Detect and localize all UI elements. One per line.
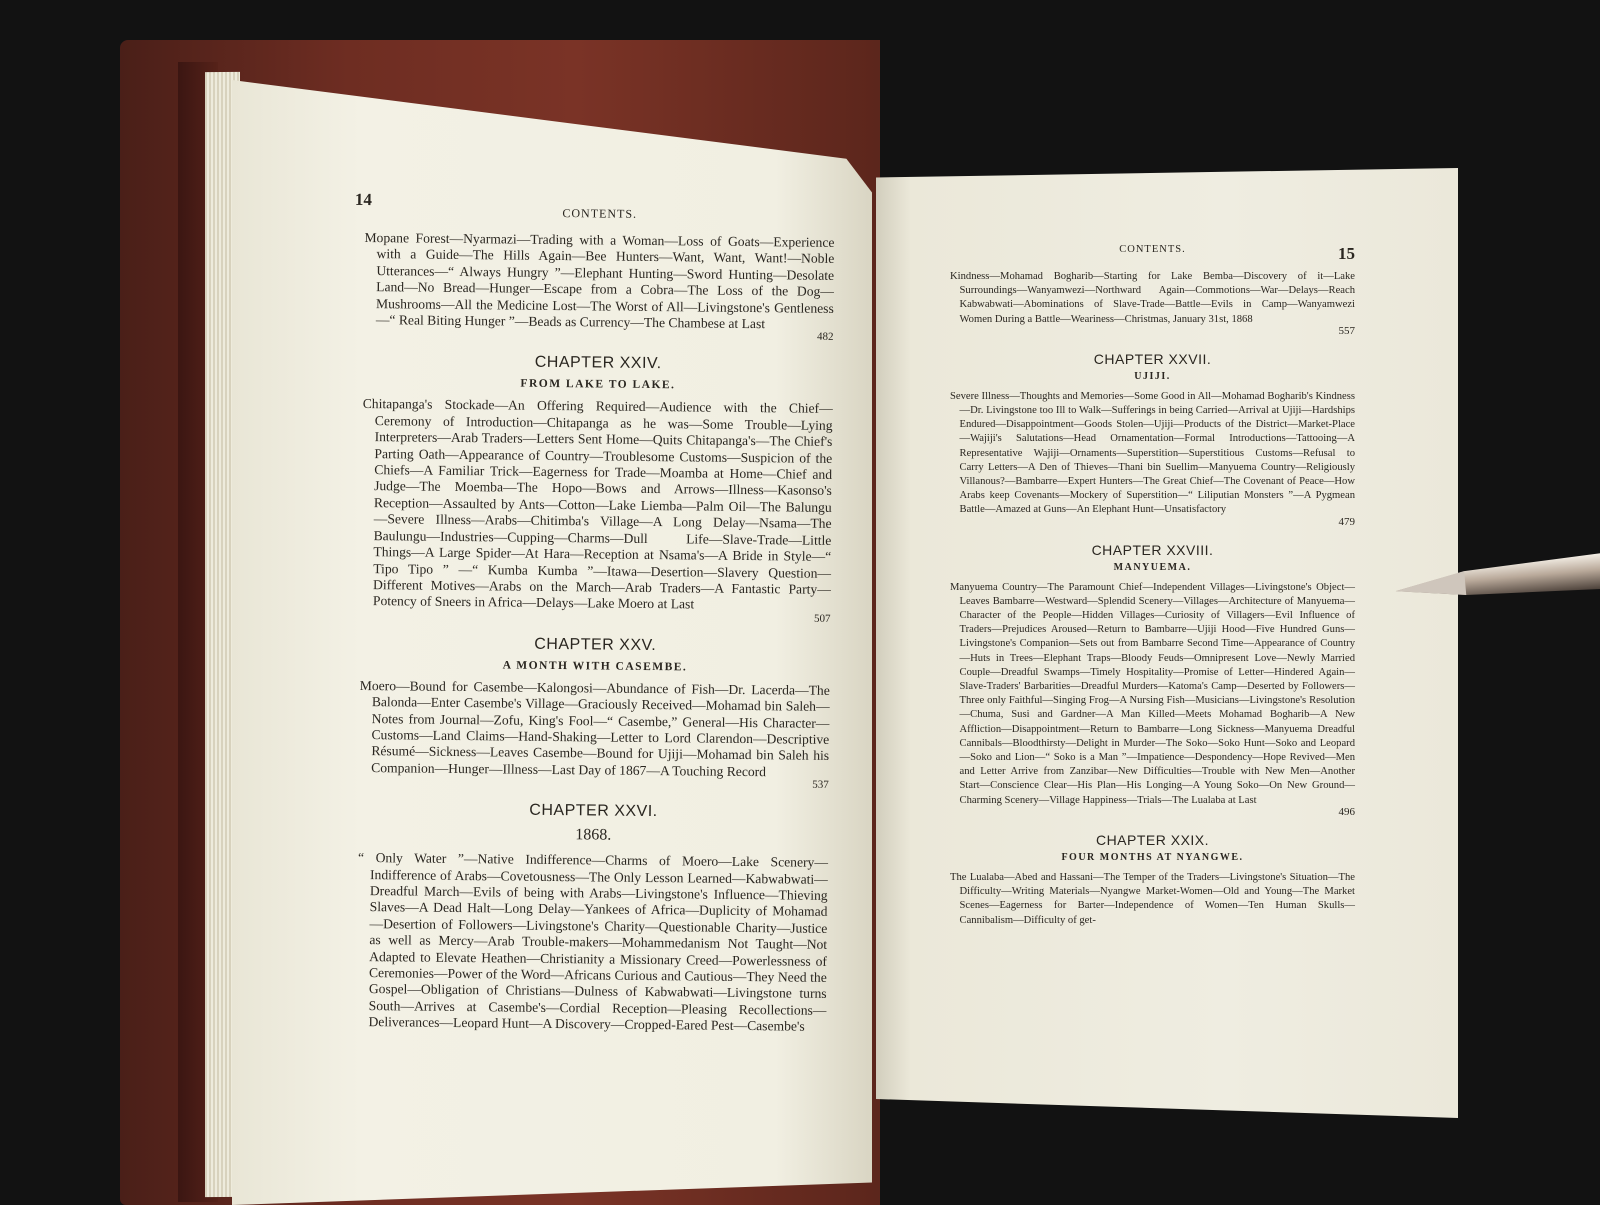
page-number: 14 [354,189,372,210]
chapter-year: 1868. [575,826,612,844]
chapter-heading: CHAPTER XXV. [534,635,657,654]
right-page-text [950,240,1355,928]
chapter-heading: CHAPTER XXIX. [1095,831,1210,848]
page-reference: 557 [1338,324,1355,337]
page-reference: 479 [1338,515,1355,528]
contents-entry: Chitapanga's Stockade—An Offering Required—Audience with the Chief—Ceremony of Introduction—Chitapanga as he was—Some Trouble—Lying Interpreters—Arab Traders—Letters Sent Home—Quits Chitapanga's—The Chief's Parting Oath—Appearance of Country—Troublesome Customs—Suspicion of the Chiefs—A Familiar Trick—Eagerness for Trade—Moamba at Home—Chief and Judge—The Moemba—The Hopo—Bows and Arrows—Illness—Kasonso's Reception—Assaulted by Ants—Cotton—Lake Liemba—Palm Oil—The Balungu—Severe Illness—Arabs—Chitimba's Village—A Long Delay—Nsama—The Baulungu—Industries—Cupping—Charms—Dull Life—Slave-Trade—Little Things—A Large Spider—At Hara—Reception at Nsama's—A Bride in Style—“ Tipo Tipo ” —“ Kumba Kumba ”—Itawa—Desertion—Slavery Question—Different Motives—Arabs on the March—Arab Traders—A Fantastic Party—Potency of Sneers in Africa—Delays—Lake Moero at Last [362,396,833,612]
contents-entry: Moero—Bound for Casembe—Kalongosi—Abundance of Fish—Dr. Lacerda—The Balonda—Enter Casembe's Village—Graciously Received—Mohamad bin Saleh—Notes from Journal—Zofu, King's Fool—“ Casembe,” General—His Character—Customs—Land Claims—Hand-Shaking—Letter to Lord Clarendon—Descriptive Résumé—Sickness—Leaves Casembe—Bound for Ujiji—Mohamad bin Saleh his Companion—Hunger—Illness—Last Day of 1867—A Touching Record [359,677,830,779]
contents-entry: Kindness—Mohamad Bogharib—Starting for Lake Bemba—Discovery of it—Lake Surroundings—Wanyamwezi—Northward Again—Commotions—War—Delays—Reach Kabwabwati—Abominations of Slave-Trade—Battle—Evils in Camp—Wanyamwezi Women During a Battle—Weariness—Christmas, January 31st, 1868 [950,271,1355,325]
contents-entry: Severe Illness—Thoughts and Memories—Some Good in All—Mohamad Bogharib's Kindness—Dr. Livingstone too Ill to Walk—Sufferings in being Carried—Arrival at Ujiji—Hardships Endured—Disappointment—Goods Stolen—Ujiji—Products of the District—Market-Place—Wajiji's Salutations—Head Ornamentation—Formal Introductions—Tattooing—A Representative Wajiji—Ornaments—Superstition—Superstitious Customs—Refusal to Carry Letters—A Den of Thieves—Thani bin Suellim—Manyuema Country—Religiously Villanous?—Bambarre—Expert Hunters—The Great Chief—The Covenant of Peace—How Arabs keep Covenants—Mockery of Superstition—“ Liliputian Monsters ”—A Pygmean Battle—Amazed at Guns—An Elephant Hunt—Unsatisfactory [950,390,1355,516]
page-reference: 537 [812,778,829,792]
running-head: CONTENTS. [562,206,638,221]
chapter-heading: CHAPTER XXVIII. [1091,541,1214,558]
chapter-subtitle: FROM LAKE TO LAKE. [520,378,676,392]
page-reference: 482 [816,331,834,344]
page-reference: 507 [813,612,831,625]
left-page-text [356,190,835,1036]
contents-entry: Manyuema Country—The Paramount Chief—Independent Villages—Livingstone's Object—Leaves Bambarre—Westward—Splendid Scenery—Villages—Architecture of Manyuema—Character of the People—Hidden Villages—Curiosity of Villagers—Evil Influence of Traders—Prejudices Aroused—Return to Bambarre—Ujiji Hood—Five Hundred Guns—Livingstone's Companion—Sets out from Bambarre Second Time—Appearance of Country—Huts in Trees—Elephant Traps—Bloody Feuds—Omnipresent Love—Newly Married Couple—Dreadful Swamps—Timely Hospitality—Promise of Letter—Hindered Again—Slave-Traders' Barbarities—Dreadful Murders—Katoma's Camp—Deserted by Followers—Three only Faithful—Singing Frog—A Nursing Fish—Musicians—Livingstone's Resolution—Chuma, Susi and Gardner—A Man Killed—Meets Mohamad Bogharib—A New Affliction—Disappointment—Return to Bambarre—Long Sickness—Manyuema Dreadful Cannibals—Bloodthirsty—Delight in Murder—The Soko—Soko Hunt—Soko and Leopard—Soko and Lion—“ Soko is a Man ”—Impatience—Despondency—Hope Revived—Men and Letter Arrive from Zanzibar—New Difficulties—Trouble with New Men—Another Start—Conscience Clear—His Plan—His Longing—A Young Soko—On New Ground—Charming Scenery—Village Happiness—Trials—The Lualaba at Last [950,581,1355,806]
contents-entry: The Lualaba—Abed and Hassani—The Temper of the Traders—Livingstone's Situation—The Difficulty—Writing Materials—Nyangwe Market-Women—Old and Young—The Market Scenes—Eagerness for Barter—Independence of Women—Ten Human Skulls—Cannibalism—Difficulty of get- [950,871,1355,926]
chapter-subtitle: UJIJI. [1134,370,1171,382]
chapter-heading: CHAPTER XXIV. [534,354,662,373]
chapter-subtitle: MANYUEMA. [1113,561,1192,573]
chapter-heading: CHAPTER XXVI. [529,801,658,821]
contents-entry: Mopane Forest—Nyarmazi—Trading with a Woman—Loss of Goats—Experience with a Guide—The Hills Again—Bee Hunters—Want, Want, Want!—Noble Utterances—“ Always Hungry ”—Elephant Hunting—Sword Hunting—Desolate Land—No Bread—Hunger—Escape from a Cobra—The Loss of the Dog—Mushrooms—All the Medicine Lost—The Worst of All—Livingstone's Gentleness—“ Real Biting Hunger ”—Beads as Currency—The Chambese at Last [364,229,835,332]
chapter-heading: CHAPTER XXVII. [1093,350,1212,367]
contents-entry: “ Only Water ”—Native Indifference—Charms of Moero—Lake Scenery—Indifference of Arabs—Covetousness—The Only Lesson Learned—Kabwabwati—Dreadful March—Evils of being with Arabs—Livingstone's Influence—Thieving Slaves—A Dead Halt—Long Delay—Yankees of Africa—Duplicity of Mohamad—Desertion of Followers—Livingstone's Charity—Questionable Charity—Justice as well as Mercy—Arab Trouble-makers—Mohammedanism Not Taught—Not Adapted to Elevate Heathen—Christianity a Missionary Creed—Powerlessness of Ceremonies—Power of the Word—Africans Curious and Cautious—They Need the Gospel—Obligation of Christians—Dulness of Kabwabwati—Livingstone turns South—Arrives at Casembe's—Cordial Reception—Pleasing Recollections—Deliverances—Leopard Hunt—A Discovery—Cropped-Eared Pest—Casembe's [357,850,829,1034]
page-number: 15 [1338,244,1355,263]
chapter-subtitle: FOUR MONTHS AT NYANGWE. [1061,851,1244,863]
chapter-subtitle: A MONTH WITH CASEMBE. [502,659,688,674]
running-head: CONTENTS. [1119,244,1186,255]
page-reference: 496 [1338,805,1355,818]
